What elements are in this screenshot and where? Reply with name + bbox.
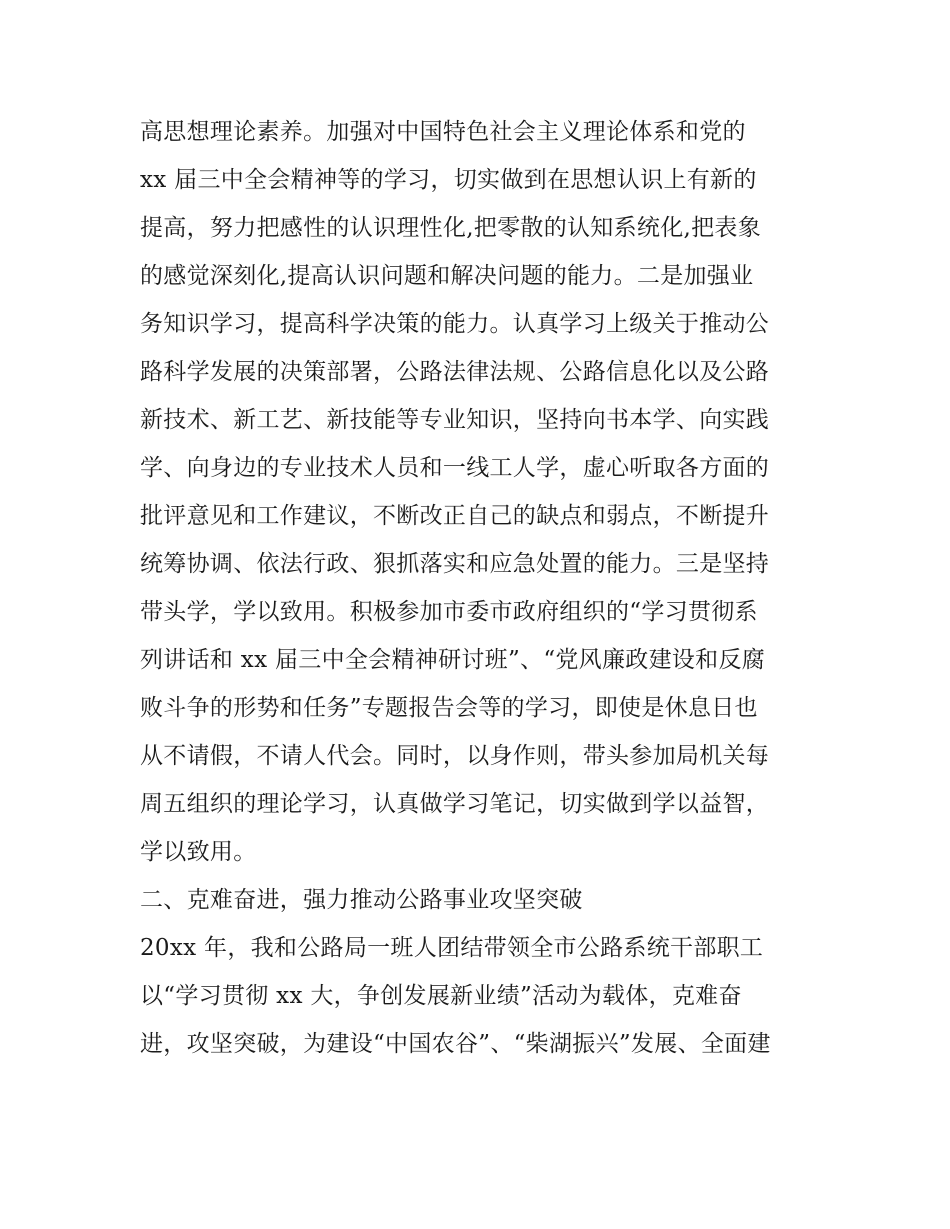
text-line: 统筹协调、依法行政、狠抓落实和应急处置的能力。三是坚持 (140, 551, 770, 577)
text-line: 列讲话和 xx 届三中全会精神研讨班”、“党风廉政建设和反腐 (140, 647, 766, 673)
text-line: 从不请假，不请人代会。同时，以身作则，带头参加局机关每 (140, 743, 770, 769)
text-line: 败斗争的形势和任务”专题报告会等的学习，即使是休息日也 (140, 695, 758, 721)
text-line: 学以致用。 (140, 839, 257, 865)
text-line: 周五组织的理论学习，认真做学习笔记，切实做到学以益智， (140, 791, 770, 817)
text-line: xx 届三中全会精神等的学习，切实做到在思想认识上有新的 (140, 167, 757, 193)
section-heading: 二、克难奋进，强力推动公路事业攻坚突破 (140, 887, 583, 913)
text-line: 提高，努力把感性的认识理性化,把零散的认知系统化,把表象 (140, 215, 762, 241)
text-line: 以“学习贯彻 xx 大，争创发展新业绩”活动为载体，克难奋 (140, 983, 742, 1009)
text-line: 批评意见和工作建议，不断改正自己的缺点和弱点，不断提升 (140, 503, 770, 529)
text-line: 20xx 年，我和公路局一班人团结带领全市公路系统干部职工 (140, 935, 764, 961)
text-line: 高思想理论素养。加强对中国特色社会主义理论体系和党的 (140, 119, 746, 145)
text-line: 带头学，学以致用。积极参加市委市政府组织的“学习贯彻系 (140, 599, 758, 625)
text-line: 的感觉深刻化,提高认识问题和解决问题的能力。二是加强业 (140, 263, 754, 289)
text-line: 路科学发展的决策部署，公路法律法规、公路信息化以及公路 (140, 359, 770, 385)
text-line: 进，攻坚突破，为建设“中国农谷”、“柴湖振兴”发展、全面建 (140, 1031, 771, 1057)
text-line: 新技术、新工艺、新技能等专业知识，坚持向书本学、向实践 (140, 407, 770, 433)
text-line: 学、向身边的专业技术人员和一线工人学，虚心听取各方面的 (140, 455, 770, 481)
text-line: 务知识学习，提高科学决策的能力。认真学习上级关于推动公 (140, 311, 770, 337)
body-text (140, 108, 820, 1068)
